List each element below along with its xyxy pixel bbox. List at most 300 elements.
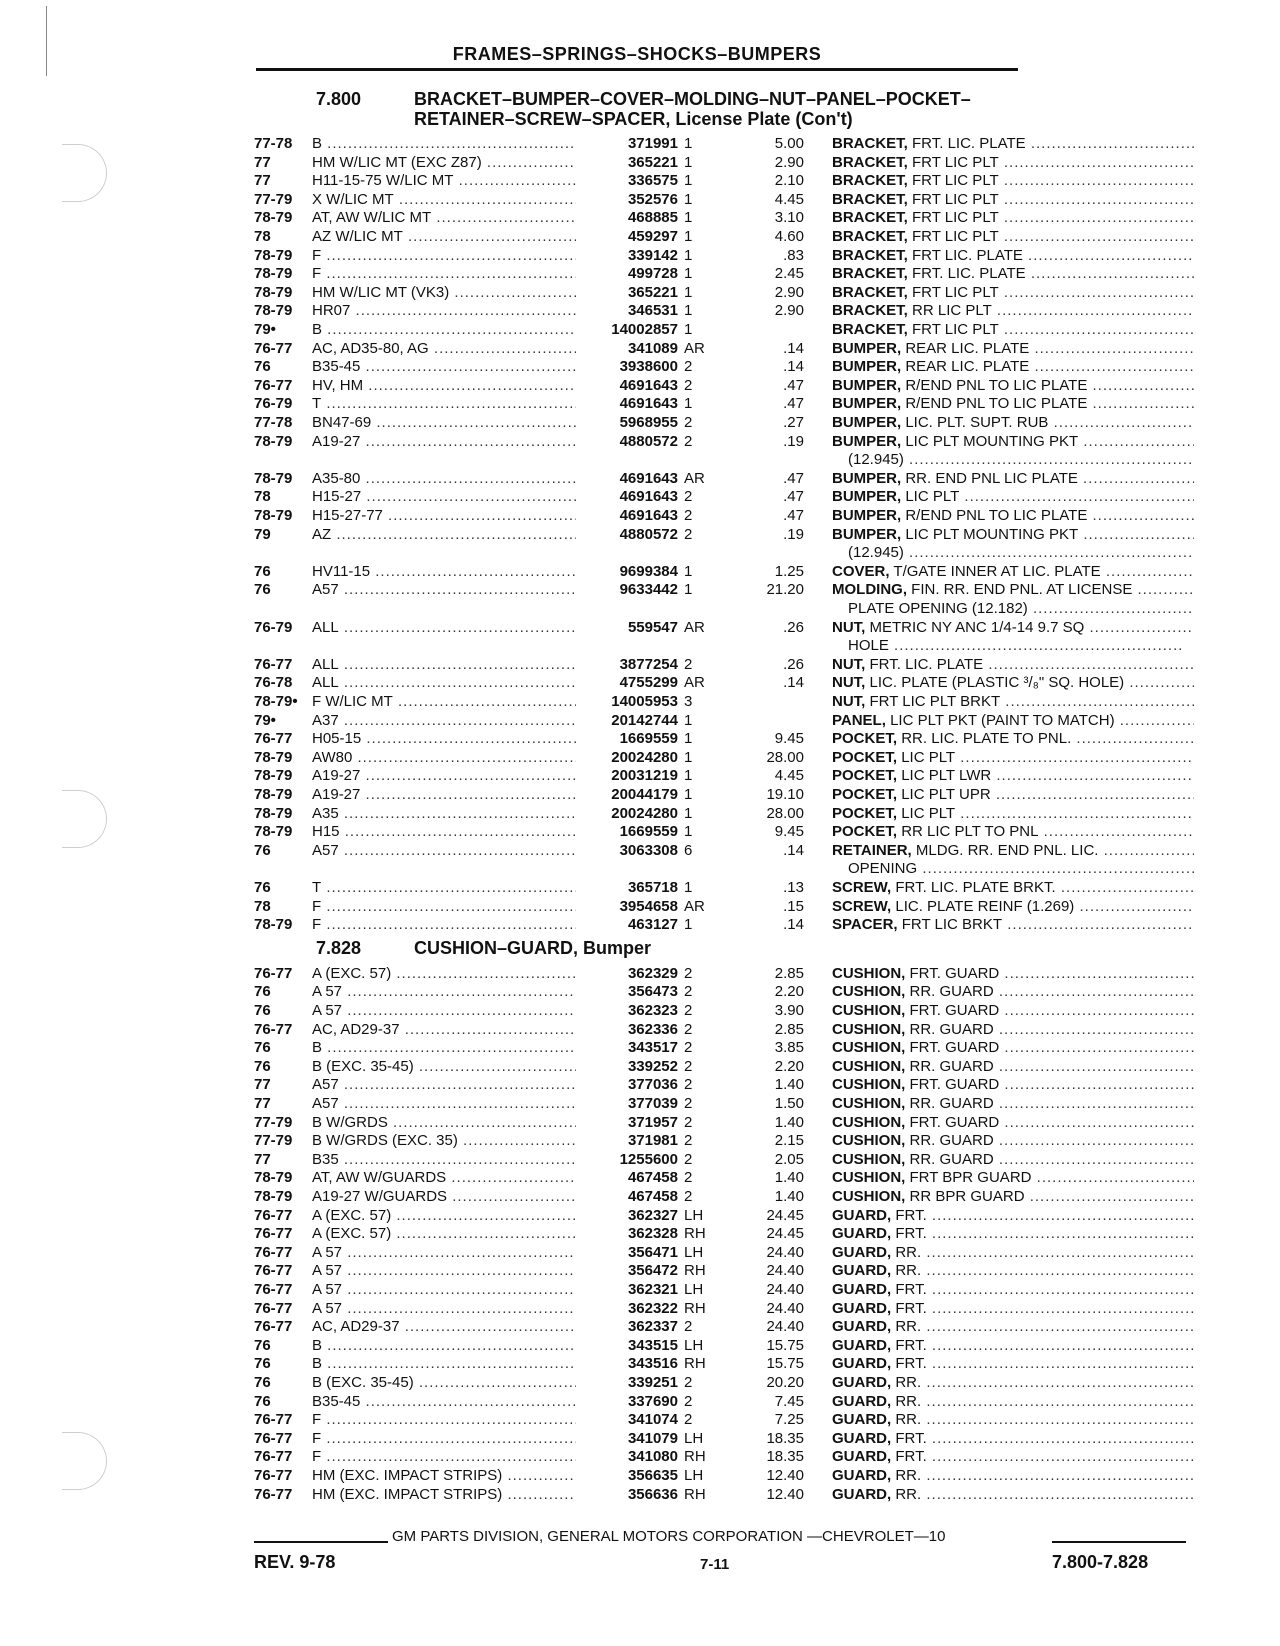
list-price: 2.90: [774, 153, 804, 171]
list-price: 2.20: [774, 983, 804, 1001]
application: F .....: [312, 898, 576, 916]
running-head: FRAMES–SPRINGS–SHOCKS–BUMPERS: [452, 44, 822, 64]
part-description: [832, 358, 1194, 376]
application: F .....: [312, 1430, 576, 1448]
part-name: BUMPER,: [832, 358, 902, 376]
quantity: 2: [684, 1188, 693, 1205]
part-detail: FRT LIC BRKT .....: [902, 916, 1194, 933]
part-number: 341079: [627, 1429, 678, 1447]
list-price: 20.20: [766, 1374, 804, 1391]
parts-row: [0, 749, 1280, 767]
list-price: 2.15: [774, 1132, 804, 1150]
model-year: 76-77: [254, 1243, 293, 1261]
application: A 57 .....: [312, 1262, 576, 1280]
list-price: 1.40: [774, 1188, 804, 1205]
parts-row: [0, 712, 1280, 730]
part-name: POCKET,: [832, 823, 898, 841]
parts-row: [0, 1318, 1280, 1336]
quantity: 1: [684, 209, 693, 227]
list-price: .47: [783, 507, 804, 524]
part-detail: FRT. GUARD .....: [910, 965, 1194, 982]
application: A19-27 .....: [312, 433, 576, 451]
list-price: 3.10: [774, 209, 804, 227]
part-number: 362337: [627, 1318, 678, 1336]
part-description: [832, 730, 1194, 748]
part-description: [832, 898, 1194, 916]
part-number: 3938600: [619, 358, 678, 376]
part-description: [832, 1021, 1194, 1039]
application: B35-45 .....: [312, 358, 576, 376]
part-name: CUSHION,: [832, 964, 906, 982]
list-price: 2.90: [774, 283, 804, 301]
part-detail: FRT. .....: [895, 1225, 1194, 1242]
parts-row: [0, 1355, 1280, 1373]
application: F .....: [312, 247, 576, 265]
parts-row: [0, 563, 1280, 581]
part-detail: R/END PNL TO LIC PLATE .....: [905, 507, 1194, 524]
part-description: [832, 823, 1194, 841]
part-number: 371991: [627, 135, 678, 152]
part-description: [832, 1393, 1194, 1411]
parts-row: [0, 191, 1280, 209]
list-price: .47: [783, 469, 804, 487]
part-description: [832, 1076, 1194, 1094]
quantity: RH: [684, 1262, 706, 1280]
application: HM W/LIC MT (EXC Z87) .....: [312, 154, 576, 172]
part-name: GUARD,: [832, 1262, 892, 1280]
part-detail: RR. GUARD .....: [910, 1151, 1194, 1168]
parts-row: [0, 693, 1280, 711]
quantity: 2: [684, 1113, 693, 1131]
header-rule: [256, 68, 1018, 71]
part-number: 356472: [627, 1262, 678, 1280]
parts-row: [0, 433, 1280, 451]
model-year: 76: [254, 1374, 271, 1391]
quantity: RH: [684, 1225, 706, 1243]
quantity: 1: [684, 581, 693, 599]
part-number: 14002857: [611, 321, 678, 338]
list-price: 2.90: [774, 302, 804, 320]
part-name: BUMPER,: [832, 432, 902, 450]
part-name: BRACKET,: [832, 283, 908, 301]
quantity: 2: [684, 1318, 693, 1336]
model-year: 78-79: [254, 767, 293, 785]
part-number: 467458: [627, 1169, 678, 1187]
model-year: 76-77: [254, 1262, 293, 1280]
part-name: BUMPER,: [832, 507, 902, 524]
model-year: 76: [254, 358, 271, 376]
list-price: .14: [783, 674, 804, 692]
parts-row: [0, 377, 1280, 395]
part-name: GUARD,: [832, 1392, 892, 1410]
part-name: GUARD,: [832, 1299, 892, 1317]
model-year: 77-79: [254, 1132, 293, 1150]
part-name: CUSHION,: [832, 1150, 906, 1168]
part-detail: RR. .....: [895, 1486, 1194, 1503]
quantity: 1: [684, 730, 693, 748]
part-detail: RR. GUARD .....: [910, 1058, 1194, 1075]
quantity: 2: [684, 964, 693, 982]
part-description: [832, 507, 1194, 525]
list-price: .83: [783, 246, 804, 264]
part-number: 463127: [627, 916, 678, 934]
part-name: GUARD,: [832, 1225, 892, 1243]
part-number: 1669559: [619, 730, 678, 748]
part-description: [832, 135, 1194, 153]
part-detail: RR. LIC. PLATE TO PNL. .....: [901, 730, 1194, 747]
model-year: 77: [254, 1150, 271, 1168]
part-name: BUMPER,: [832, 395, 902, 413]
part-detail: R/END PNL TO LIC PLATE .....: [905, 377, 1194, 394]
quantity: 2: [684, 655, 693, 673]
parts-row: [0, 965, 1280, 983]
list-price: 3.85: [774, 1039, 804, 1057]
list-price: .14: [783, 841, 804, 859]
description-continuation: HOLE .....: [848, 637, 1194, 655]
part-number: 339142: [627, 246, 678, 264]
model-year: 77: [254, 172, 271, 190]
parts-row: [0, 1039, 1280, 1057]
part-number: 371957: [627, 1113, 678, 1131]
part-description: [832, 879, 1194, 897]
model-year: 76-77: [254, 964, 293, 982]
application: HM (EXC. IMPACT STRIPS) .....: [312, 1467, 576, 1485]
quantity: LH: [684, 1467, 704, 1484]
part-name: MOLDING,: [832, 581, 907, 599]
part-description: [832, 488, 1194, 506]
application: A (EXC. 57) .....: [312, 1207, 576, 1225]
model-year: 78-79: [254, 916, 293, 934]
quantity: 1: [684, 265, 693, 283]
quantity: 2: [684, 1392, 693, 1410]
part-name: GUARD,: [832, 1355, 892, 1373]
footer-rule-right: [1052, 1541, 1186, 1543]
part-name: PANEL,: [832, 711, 886, 729]
parts-row: [0, 1374, 1280, 1392]
part-detail: RR. .....: [895, 1244, 1194, 1261]
quantity: 1: [684, 916, 693, 934]
application: H15-27 .....: [312, 488, 576, 506]
model-year: 76-77: [254, 1411, 293, 1429]
parts-row: [0, 1448, 1280, 1466]
application: HM (EXC. IMPACT STRIPS) .....: [312, 1486, 576, 1504]
list-price: 18.35: [766, 1429, 804, 1447]
quantity: RH: [684, 1299, 706, 1317]
part-detail: FRT. .....: [895, 1430, 1194, 1447]
part-number: 365221: [627, 153, 678, 171]
list-price: 9.45: [774, 823, 804, 841]
model-year: 78-79: [254, 804, 293, 822]
list-price: 1.40: [774, 1113, 804, 1131]
part-number: 365221: [627, 283, 678, 301]
list-price: .47: [783, 488, 804, 506]
list-price: 24.40: [766, 1281, 804, 1298]
model-year: 79•: [254, 321, 276, 338]
part-description: [832, 1151, 1194, 1169]
model-year: 76-77: [254, 339, 293, 357]
part-number: 356473: [627, 983, 678, 1001]
quantity: 1: [684, 804, 693, 822]
model-year: 76: [254, 1355, 271, 1373]
part-description: [832, 1188, 1194, 1206]
part-name: GUARD,: [832, 1429, 892, 1447]
application: B35-45 .....: [312, 1393, 576, 1411]
part-detail: FRT. .....: [895, 1337, 1194, 1354]
parts-row: [0, 172, 1280, 190]
part-detail: LIC PLT .....: [905, 488, 1194, 505]
part-name: POCKET,: [832, 767, 898, 785]
quantity: 2: [684, 1095, 693, 1112]
quantity: 1: [684, 283, 693, 301]
model-year: 78-79: [254, 1188, 293, 1205]
part-description: [832, 154, 1194, 172]
part-number: 356636: [627, 1485, 678, 1503]
part-name: BRACKET,: [832, 190, 908, 208]
part-number: 20031219: [611, 767, 678, 785]
application: A37 .....: [312, 712, 576, 730]
part-number: 362322: [627, 1299, 678, 1317]
model-year: 76: [254, 879, 271, 896]
quantity: 2: [684, 983, 693, 1001]
quantity: 1: [684, 153, 693, 171]
part-detail: FRT LIC PLT .....: [912, 191, 1194, 208]
part-number: 4880572: [619, 432, 678, 450]
section-title-line: RETAINER–SCREW–SPACER, License Plate (Con't): [414, 109, 853, 129]
part-detail: FRT. .....: [895, 1355, 1194, 1372]
model-year: 79•: [254, 711, 276, 729]
part-name: NUT,: [832, 655, 866, 673]
part-detail: RR. .....: [895, 1393, 1194, 1410]
model-year: 76-77: [254, 1020, 293, 1038]
parts-row: [0, 805, 1280, 823]
list-price: .26: [783, 655, 804, 673]
footer-publisher: GM PARTS DIVISION, GENERAL MOTORS CORPORATION —CHEVROLET—10: [392, 1528, 946, 1545]
application: BN47-69 .....: [312, 414, 576, 432]
part-name: GUARD,: [832, 1448, 892, 1466]
part-detail: FRT LIC PLT .....: [912, 209, 1194, 226]
part-description: [832, 1430, 1194, 1448]
part-description: [832, 563, 1194, 581]
application: F W/LIC MT .....: [312, 693, 576, 711]
parts-row: [0, 581, 1280, 599]
section-title-line: BRACKET–BUMPER–COVER–MOLDING–NUT–PANEL–POCKET–: [414, 89, 971, 109]
part-name: SPACER,: [832, 916, 898, 934]
part-detail: LIC PLT MOUNTING PKT .....: [905, 526, 1194, 543]
part-detail: RR BPR GUARD .....: [910, 1188, 1194, 1205]
part-number: 1669559: [619, 823, 678, 841]
parts-row: [0, 1021, 1280, 1039]
application: B .....: [312, 1355, 576, 1373]
application: AW80 .....: [312, 749, 576, 767]
parts-row: [0, 154, 1280, 172]
quantity: 1: [684, 786, 693, 803]
part-description: [832, 1300, 1194, 1318]
application: ALL .....: [312, 619, 576, 637]
part-detail: LIC PLT .....: [901, 805, 1194, 822]
parts-row: [0, 1337, 1280, 1355]
list-price: 24.45: [766, 1206, 804, 1224]
parts-row: [0, 1114, 1280, 1132]
application: HV11-15 .....: [312, 563, 576, 581]
model-year: 76-77: [254, 1485, 293, 1503]
description-continuation: OPENING .....: [848, 860, 1194, 878]
parts-row: [0, 842, 1280, 860]
list-price: 7.25: [774, 1411, 804, 1429]
quantity: AR: [684, 618, 705, 636]
part-name: POCKET,: [832, 804, 898, 822]
part-description: [832, 674, 1194, 692]
part-name: COVER,: [832, 562, 890, 580]
application: A 57 .....: [312, 983, 576, 1001]
parts-row: [0, 983, 1280, 1001]
part-number: 343515: [627, 1336, 678, 1354]
part-description: [832, 395, 1194, 413]
parts-row: [0, 1244, 1280, 1262]
model-year: 76: [254, 1002, 271, 1019]
model-year: 76-77: [254, 1448, 293, 1466]
part-detail: LIC PLT UPR .....: [901, 786, 1194, 803]
part-description: [832, 842, 1194, 860]
part-name: CUSHION,: [832, 1188, 906, 1205]
list-price: .47: [783, 395, 804, 413]
part-number: 4880572: [619, 525, 678, 543]
parts-row: [0, 1132, 1280, 1150]
part-name: BUMPER,: [832, 469, 902, 487]
part-detail: FRT LIC PLT .....: [912, 172, 1194, 189]
parts-row: [0, 1430, 1280, 1448]
part-description: [832, 414, 1194, 432]
list-price: 4.45: [774, 190, 804, 208]
model-year: 77: [254, 1076, 271, 1094]
list-price: 12.40: [766, 1467, 804, 1484]
part-detail: FRT LIC PLT .....: [912, 228, 1194, 245]
list-price: .19: [783, 432, 804, 450]
list-price: 24.45: [766, 1225, 804, 1243]
list-price: .47: [783, 376, 804, 394]
application: A 57 .....: [312, 1244, 576, 1262]
part-detail: LIC. PLT. SUPT. RUB .....: [905, 414, 1194, 431]
part-name: RETAINER,: [832, 841, 912, 859]
parts-row: [0, 1076, 1280, 1094]
part-number: 3954658: [619, 897, 678, 915]
description-continuation: (12.945) .....: [848, 544, 1194, 562]
part-name: CUSHION,: [832, 983, 906, 1001]
part-detail: FRT. LIC. PLATE .....: [912, 265, 1194, 282]
quantity: 1: [684, 302, 693, 320]
quantity: 2: [684, 358, 693, 376]
application: T .....: [312, 879, 576, 897]
application: AT, AW W/LIC MT .....: [312, 209, 576, 227]
parts-row: [0, 321, 1280, 339]
part-number: 341089: [627, 339, 678, 357]
model-year: 78-79: [254, 246, 293, 264]
application: A35 .....: [312, 805, 576, 823]
list-price: 15.75: [766, 1336, 804, 1354]
part-number: 352576: [627, 190, 678, 208]
application: A19-27 .....: [312, 786, 576, 804]
application: H11-15-75 W/LIC MT .....: [312, 172, 576, 190]
model-year: 76-77: [254, 1206, 293, 1224]
part-detail: FRT LIC PLT .....: [912, 321, 1194, 338]
part-name: GUARD,: [832, 1374, 892, 1391]
quantity: 2: [684, 1150, 693, 1168]
part-name: NUT,: [832, 693, 866, 710]
part-detail: LIC. PLATE (PLASTIC ³/₈" SQ. HOLE) .....: [870, 674, 1194, 691]
application: B .....: [312, 135, 576, 153]
part-name: BRACKET,: [832, 135, 908, 152]
parts-row: [0, 1188, 1280, 1206]
model-year: 76-78: [254, 674, 293, 692]
model-year: 76-77: [254, 1467, 293, 1484]
quantity: 2: [684, 1039, 693, 1057]
part-description: [832, 1467, 1194, 1485]
part-name: CUSHION,: [832, 1020, 906, 1038]
model-year: 78-79: [254, 283, 293, 301]
application: AZ W/LIC MT .....: [312, 228, 576, 246]
part-name: BUMPER,: [832, 525, 902, 543]
part-detail: RR. GUARD .....: [910, 983, 1194, 1000]
list-price: 28.00: [766, 804, 804, 822]
part-detail: LIC. PLATE REINF (1.269) .....: [895, 898, 1194, 915]
part-detail: RR. END PNL LIC PLATE .....: [905, 470, 1194, 487]
part-name: CUSHION,: [832, 1057, 906, 1075]
part-name: BUMPER,: [832, 376, 902, 394]
part-number: 365718: [627, 879, 678, 896]
model-year: 77-78: [254, 414, 293, 431]
part-number: 337690: [627, 1392, 678, 1410]
parts-row: [0, 674, 1280, 692]
part-detail: FRT. .....: [895, 1281, 1194, 1298]
list-price: 7.45: [774, 1392, 804, 1410]
part-detail: RR. GUARD .....: [910, 1095, 1194, 1112]
parts-row: [0, 209, 1280, 227]
part-detail: FRT. LIC. PLATE BRKT. .....: [895, 879, 1194, 896]
quantity: 2: [684, 1057, 693, 1075]
model-year: 76: [254, 1039, 271, 1057]
application: T .....: [312, 395, 576, 413]
quantity: RH: [684, 1355, 706, 1373]
parts-row: [0, 284, 1280, 302]
application: AC, AD35-80, AG .....: [312, 340, 576, 358]
quantity: LH: [684, 1336, 704, 1354]
part-detail: T/GATE INNER AT LIC. PLATE .....: [893, 563, 1194, 580]
application: AZ .....: [312, 526, 576, 544]
quantity: 2: [684, 488, 693, 506]
part-name: BUMPER,: [832, 339, 902, 357]
part-name: POCKET,: [832, 730, 898, 748]
part-description: [832, 247, 1194, 265]
model-year: 76-77: [254, 1281, 293, 1298]
application: A 57 .....: [312, 1002, 576, 1020]
part-number: 1255600: [619, 1150, 678, 1168]
parts-row: [0, 1486, 1280, 1504]
page-number: 7-11: [700, 1556, 730, 1573]
parts-row: [0, 414, 1280, 432]
part-description: [832, 1486, 1194, 1504]
application: H05-15 .....: [312, 730, 576, 748]
model-year: 78-79: [254, 265, 293, 283]
part-detail: FRT. GUARD .....: [910, 1114, 1194, 1131]
quantity: LH: [684, 1206, 704, 1224]
parts-row: [0, 898, 1280, 916]
section-number: 7.828: [316, 937, 362, 958]
quantity: LH: [684, 1429, 704, 1447]
quantity: 1: [684, 135, 693, 152]
list-price: .19: [783, 525, 804, 543]
part-description: [832, 1114, 1194, 1132]
part-name: CUSHION,: [832, 1095, 906, 1112]
part-name: BRACKET,: [832, 246, 908, 264]
